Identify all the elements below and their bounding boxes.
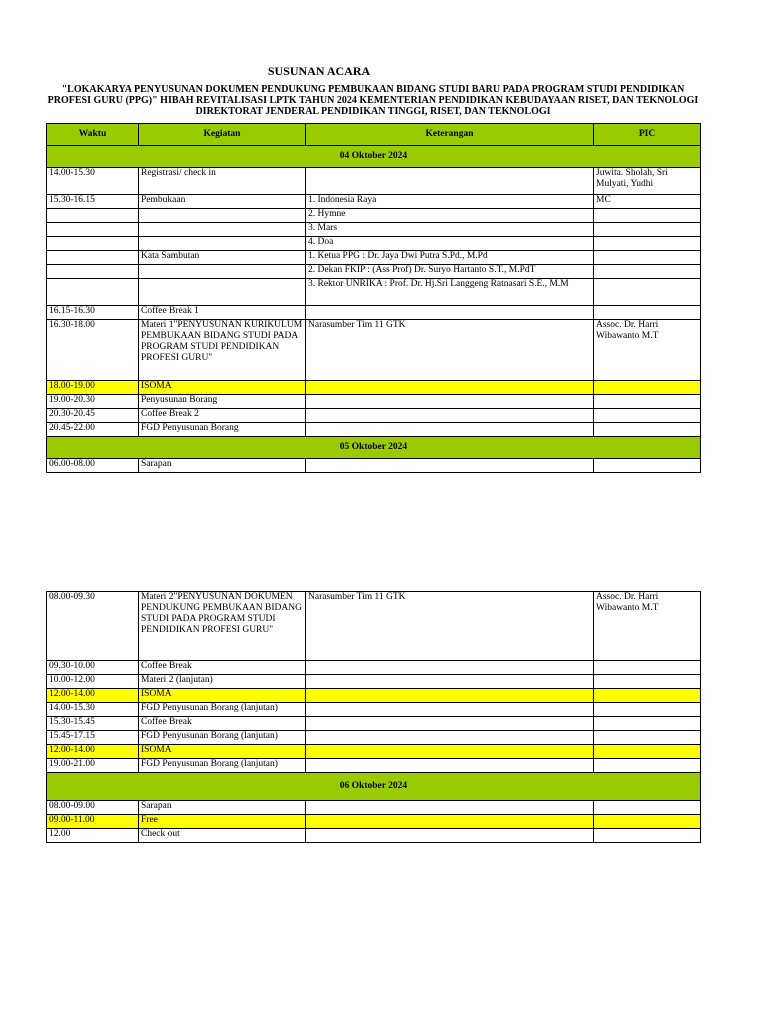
cell-keterangan [306, 381, 594, 395]
header-kegiatan: Kegiatan [139, 124, 306, 146]
table-row [47, 423, 701, 437]
schedule-table [46, 123, 701, 473]
table-row [47, 409, 701, 423]
table-row [47, 703, 701, 717]
cell-pic [594, 815, 701, 829]
cell-pic [594, 689, 701, 703]
cell-waktu [47, 237, 139, 251]
cell-pic [594, 395, 701, 409]
cell-keterangan: 4. Doa [306, 237, 594, 251]
cell-waktu: 20.30-20.45 [47, 409, 139, 423]
cell-pic [594, 265, 701, 279]
cell-pic [594, 251, 701, 265]
table-row [47, 815, 701, 829]
table-row [47, 251, 701, 265]
cell-pic [594, 717, 701, 731]
table-row [47, 745, 701, 759]
cell-keterangan: 1. Indonesia Raya [306, 195, 594, 209]
table-row [47, 265, 701, 279]
cell-pic [594, 409, 701, 423]
table-row [47, 306, 701, 320]
cell-waktu: 14.00-15.30 [47, 168, 139, 195]
cell-pic [594, 745, 701, 759]
cell-waktu [47, 209, 139, 223]
cell-waktu: 19.00-20.30 [47, 395, 139, 409]
cell-keterangan [306, 423, 594, 437]
table-row [47, 279, 701, 306]
cell-kegiatan: FGD Penyusunan Borang (lanjutan) [139, 759, 306, 773]
page-title: SUSUNAN ACARA [267, 64, 371, 78]
cell-keterangan [306, 731, 594, 745]
cell-waktu: 08.00-09.00 [47, 801, 139, 815]
cell-keterangan: 3. Rektor UNRIKA : Prof. Dr. Hj.Sri Langgeng Ratnasari S.E., M.M [306, 279, 594, 306]
cell-waktu: 15.30-15.45 [47, 717, 139, 731]
cell-kegiatan: Coffee Break 1 [139, 306, 306, 320]
cell-kegiatan [139, 223, 306, 237]
table-row [47, 381, 701, 395]
cell-waktu: 09.30-10.00 [47, 661, 139, 675]
cell-pic [594, 381, 701, 395]
cell-kegiatan: FGD Penyusunan Borang (lanjutan) [139, 703, 306, 717]
table-row [47, 459, 701, 473]
table-row [47, 237, 701, 251]
cell-kegiatan: Sarapan [139, 459, 306, 473]
cell-waktu: 08.00-09.30 [47, 592, 139, 661]
cell-waktu: 09.00-11.00 [47, 815, 139, 829]
table-row [47, 195, 701, 209]
table-row [47, 801, 701, 815]
table-row [47, 592, 701, 661]
table-row [47, 223, 701, 237]
cell-pic [594, 223, 701, 237]
cell-pic [594, 306, 701, 320]
cell-keterangan [306, 703, 594, 717]
schedule-table-continued [46, 591, 701, 843]
header-pic: PIC [594, 124, 701, 146]
cell-keterangan [306, 689, 594, 703]
cell-kegiatan: Pembukaan [139, 195, 306, 209]
cell-kegiatan: Materi 2 (lanjutan) [139, 675, 306, 689]
table-row [47, 209, 701, 223]
cell-waktu: 16.30-18.00 [47, 320, 139, 381]
cell-pic [594, 237, 701, 251]
cell-waktu [47, 251, 139, 265]
cell-pic [594, 703, 701, 717]
header-keterangan: Keterangan [306, 124, 594, 146]
cell-kegiatan [139, 265, 306, 279]
cell-waktu: 12.00-14.00 [47, 689, 139, 703]
cell-keterangan [306, 459, 594, 473]
cell-pic [594, 279, 701, 306]
cell-keterangan: Narasumber Tim 11 GTK [306, 592, 594, 661]
cell-kegiatan: Coffee Break [139, 661, 306, 675]
cell-kegiatan: Coffee Break [139, 717, 306, 731]
cell-keterangan: 2. Hymne [306, 209, 594, 223]
schedule-body-page-1 [47, 146, 701, 473]
cell-keterangan [306, 168, 594, 195]
cell-waktu: 10.00-12.00 [47, 675, 139, 689]
cell-kegiatan: Materi 2"PENYUSUNAN DOKUMEN PENDUKUNG PEMBUKAAN BIDANG STUDI PADA PROGRAM STUDI PENDIDIKAN PROFESI GURU" [139, 592, 306, 661]
day-header-row [47, 773, 701, 801]
header-waktu: Waktu [47, 124, 139, 146]
cell-kegiatan: Coffee Break 2 [139, 409, 306, 423]
cell-pic [594, 459, 701, 473]
cell-kegiatan: ISOMA [139, 745, 306, 759]
cell-kegiatan: Check out [139, 829, 306, 843]
cell-waktu: 15.45-17.15 [47, 731, 139, 745]
cell-keterangan: 2. Dekan FKIP : (Ass Prof) Dr. Suryo Hartanto S.T., M.PdT [306, 265, 594, 279]
table-row [47, 829, 701, 843]
cell-keterangan [306, 829, 594, 843]
cell-pic [594, 675, 701, 689]
schedule-body-page-2 [47, 592, 701, 843]
cell-kegiatan: Penyusunan Borang [139, 395, 306, 409]
cell-kegiatan [139, 209, 306, 223]
cell-keterangan [306, 409, 594, 423]
cell-pic: Assoc. Dr. Harri Wibawanto M.T [594, 592, 701, 661]
cell-pic [594, 731, 701, 745]
cell-keterangan: 3. Mars [306, 223, 594, 237]
cell-keterangan [306, 717, 594, 731]
cell-pic [594, 423, 701, 437]
cell-waktu [47, 223, 139, 237]
cell-kegiatan: ISOMA [139, 689, 306, 703]
table-row [47, 731, 701, 745]
table-row [47, 661, 701, 675]
table-row [47, 168, 701, 195]
cell-kegiatan: FGD Penyusunan Borang [139, 423, 306, 437]
cell-kegiatan: Sarapan [139, 801, 306, 815]
cell-keterangan: Narasumber Tim 11 GTK [306, 320, 594, 381]
cell-pic [594, 829, 701, 843]
cell-pic: Juwita. Sholah, Sri Mulyati, Yudhi [594, 168, 701, 195]
cell-pic [594, 801, 701, 815]
cell-keterangan [306, 675, 594, 689]
table-row [47, 395, 701, 409]
cell-waktu [47, 279, 139, 306]
cell-waktu: 16.15-16.30 [47, 306, 139, 320]
cell-waktu: 12.00 [47, 829, 139, 843]
day-header-row [47, 146, 701, 168]
cell-waktu: 15.30-16.15 [47, 195, 139, 209]
cell-kegiatan: Kata Sambutan [139, 251, 306, 265]
cell-waktu: 20.45-22.00 [47, 423, 139, 437]
day-header-row [47, 437, 701, 459]
cell-keterangan [306, 759, 594, 773]
cell-kegiatan [139, 237, 306, 251]
cell-waktu: 14.00-15.30 [47, 703, 139, 717]
cell-kegiatan: Registrasi/ check in [139, 168, 306, 195]
cell-pic [594, 759, 701, 773]
event-subtitle: "LOKAKARYA PENYUSUNAN DOKUMEN PENDUKUNG PEMBUKAAN BIDANG STUDI BARU PADA PROGRAM STUDI PENDIDIKAN PROFESI GURU (PPG)" HIBAH REVITALISASI LPTK TAHUN 2024 KEMENTERIAN PENDIDIKAN KEBUDAYAAN RISET, DAN TEKNOLOGI DIREKTORAT JENDERAL PENDIDIKAN TINGGI, RISET, DAN TEKNOLOGI [47, 84, 699, 117]
cell-keterangan [306, 801, 594, 815]
table-row [47, 759, 701, 773]
cell-waktu: 19.00-21.00 [47, 759, 139, 773]
cell-kegiatan: FGD Penyusunan Borang (lanjutan) [139, 731, 306, 745]
cell-pic [594, 661, 701, 675]
cell-keterangan [306, 306, 594, 320]
day-label: 05 Oktober 2024 [47, 437, 701, 459]
day-label: 06 Oktober 2024 [47, 773, 701, 801]
cell-keterangan: 1. Ketua PPG : Dr. Jaya Dwi Putra S.Pd., M.Pd [306, 251, 594, 265]
cell-keterangan [306, 815, 594, 829]
cell-keterangan [306, 395, 594, 409]
cell-waktu: 06.00-08.00 [47, 459, 139, 473]
cell-pic: MC [594, 195, 701, 209]
table-row [47, 689, 701, 703]
cell-kegiatan: Free [139, 815, 306, 829]
cell-pic [594, 209, 701, 223]
cell-waktu [47, 265, 139, 279]
table-row [47, 320, 701, 381]
cell-keterangan [306, 745, 594, 759]
cell-waktu: 18.00-19.00 [47, 381, 139, 395]
cell-kegiatan [139, 279, 306, 306]
cell-waktu: 12.00-14.00 [47, 745, 139, 759]
cell-kegiatan: Materi 1"PENYUSUNAN KURIKULUM PEMBUKAAN BIDANG STUDI PADA PROGRAM STUDI PENDIDIKAN PROFESI GURU" [139, 320, 306, 381]
table-header-row [47, 124, 701, 146]
table-row [47, 717, 701, 731]
cell-keterangan [306, 661, 594, 675]
cell-kegiatan: ISOMA [139, 381, 306, 395]
cell-pic: Assoc. Dr. Harri Wibawanto M.T [594, 320, 701, 381]
day-label: 04 Oktober 2024 [47, 146, 701, 168]
table-row [47, 675, 701, 689]
